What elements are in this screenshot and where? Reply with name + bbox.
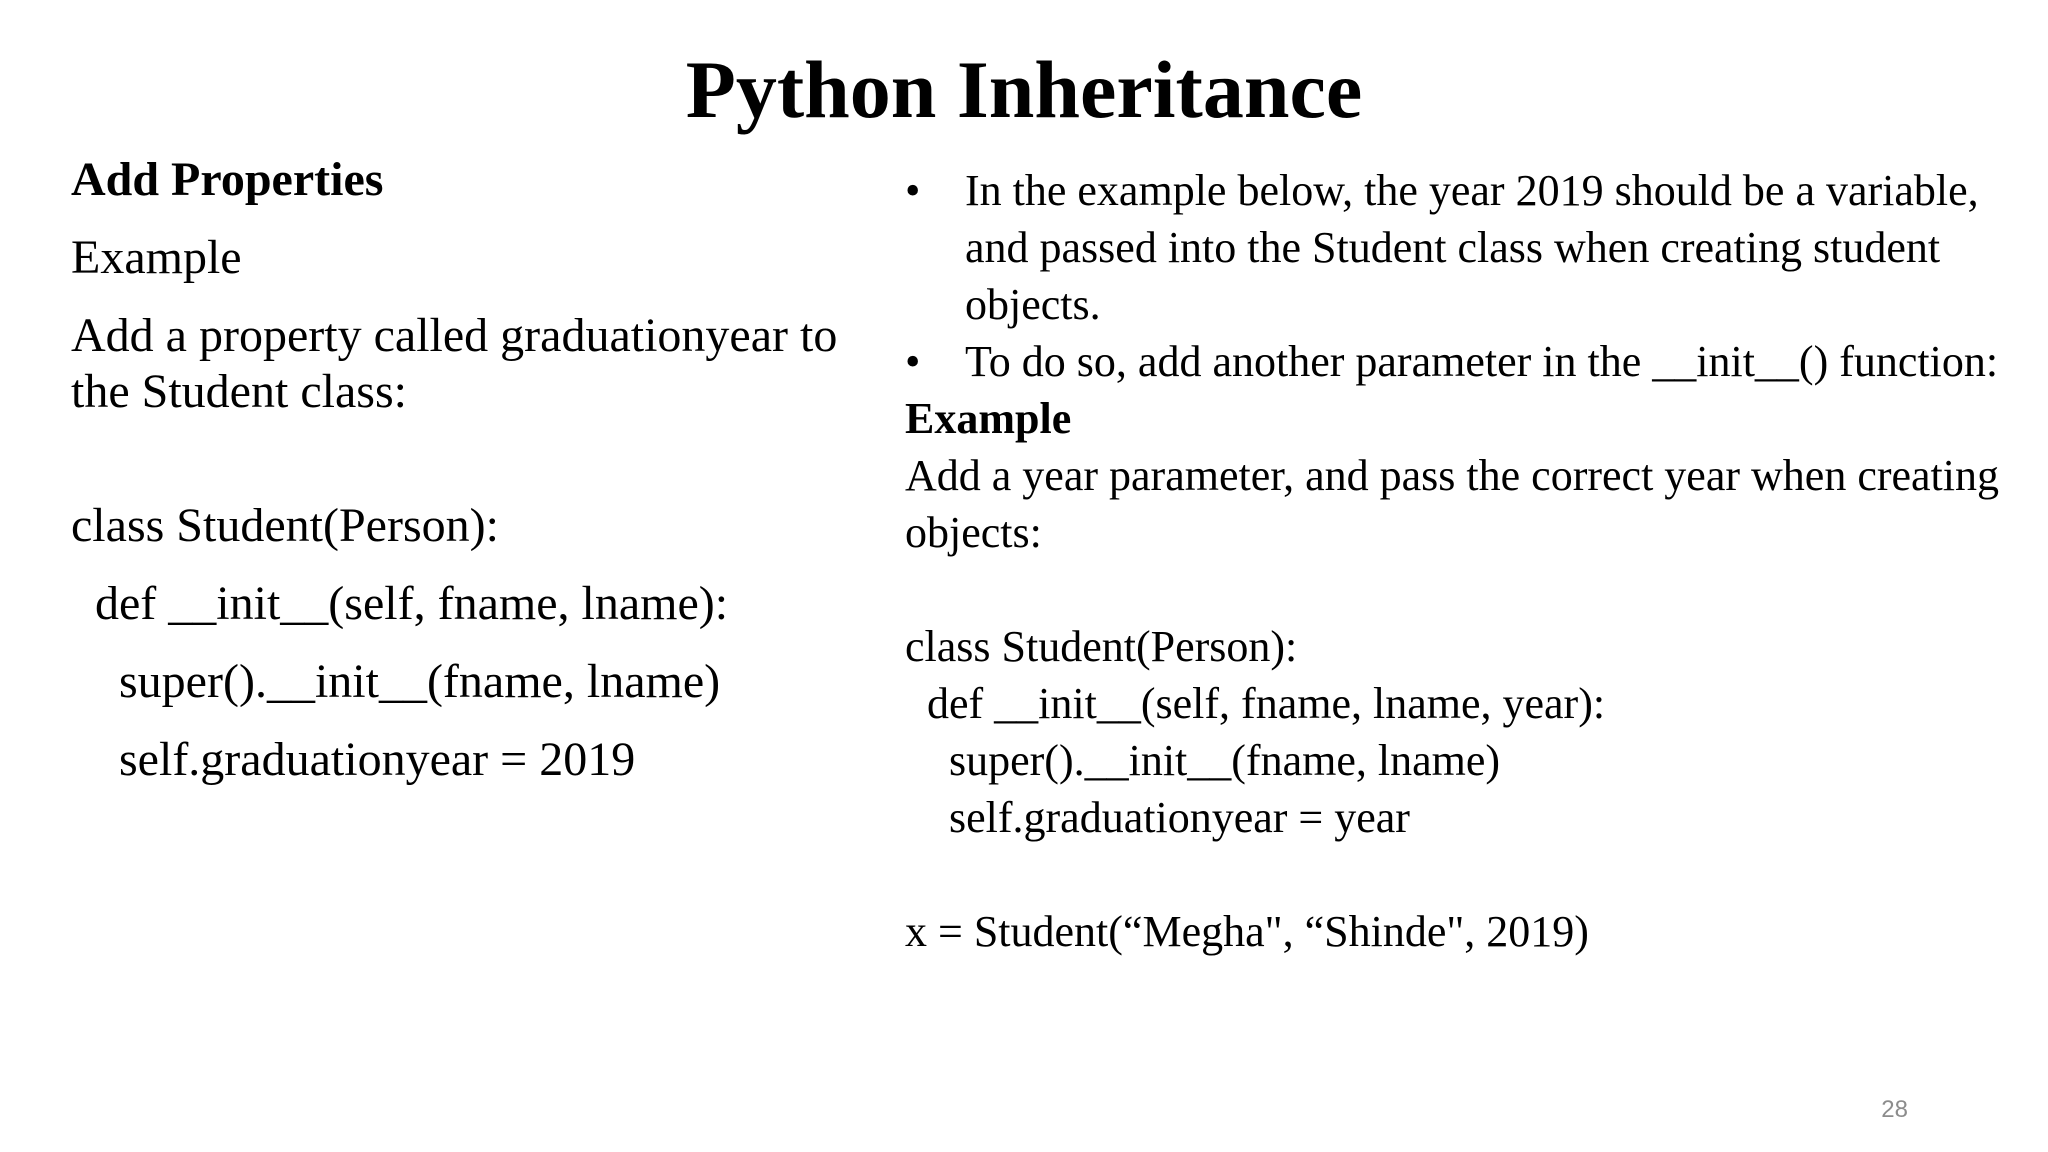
code-line: def __init__(self, fname, lname, year):	[905, 679, 1606, 728]
example-description: Add a property called graduationyear to the Student class:	[71, 309, 838, 418]
right-column	[905, 162, 2015, 960]
bullet-item	[905, 333, 2015, 390]
bullet-list	[905, 162, 2015, 390]
code-line: def __init__(self, fname, lname):	[71, 577, 729, 630]
section-heading: Add Properties	[71, 153, 384, 206]
left-column	[71, 152, 891, 810]
code-line: class Student(Person):	[905, 622, 1298, 671]
code-line: self.graduationyear = year	[905, 793, 1410, 842]
bullet-icon: •	[905, 166, 921, 215]
slide-title: Python Inheritance	[685, 44, 1363, 135]
code-block	[71, 498, 891, 788]
bullet-icon: •	[905, 337, 921, 386]
bullet-item	[905, 162, 2015, 333]
code-line: class Student(Person):	[71, 499, 499, 552]
bullet-text: To do so, add another parameter in the __init__() function:	[965, 337, 1999, 386]
code-line: self.graduationyear = 2019	[71, 733, 636, 786]
code-line: super().__init__(fname, lname)	[905, 736, 1501, 785]
example-description: Add a year parameter, and pass the correct year when creating objects:	[905, 451, 2000, 557]
code-spacer	[905, 846, 2015, 903]
example-label: Example	[71, 231, 242, 284]
code-call-line: x = Student(“Megha", “Shinde", 2019)	[905, 907, 1589, 956]
slide-number: 28	[1881, 1096, 1908, 1123]
code-line: super().__init__(fname, lname)	[71, 655, 721, 708]
code-block	[905, 618, 2015, 960]
bullet-text: In the example below, the year 2019 should be a variable, and passed into the Student class when creating student objects.	[965, 166, 1979, 329]
example-label: Example	[905, 394, 1072, 443]
